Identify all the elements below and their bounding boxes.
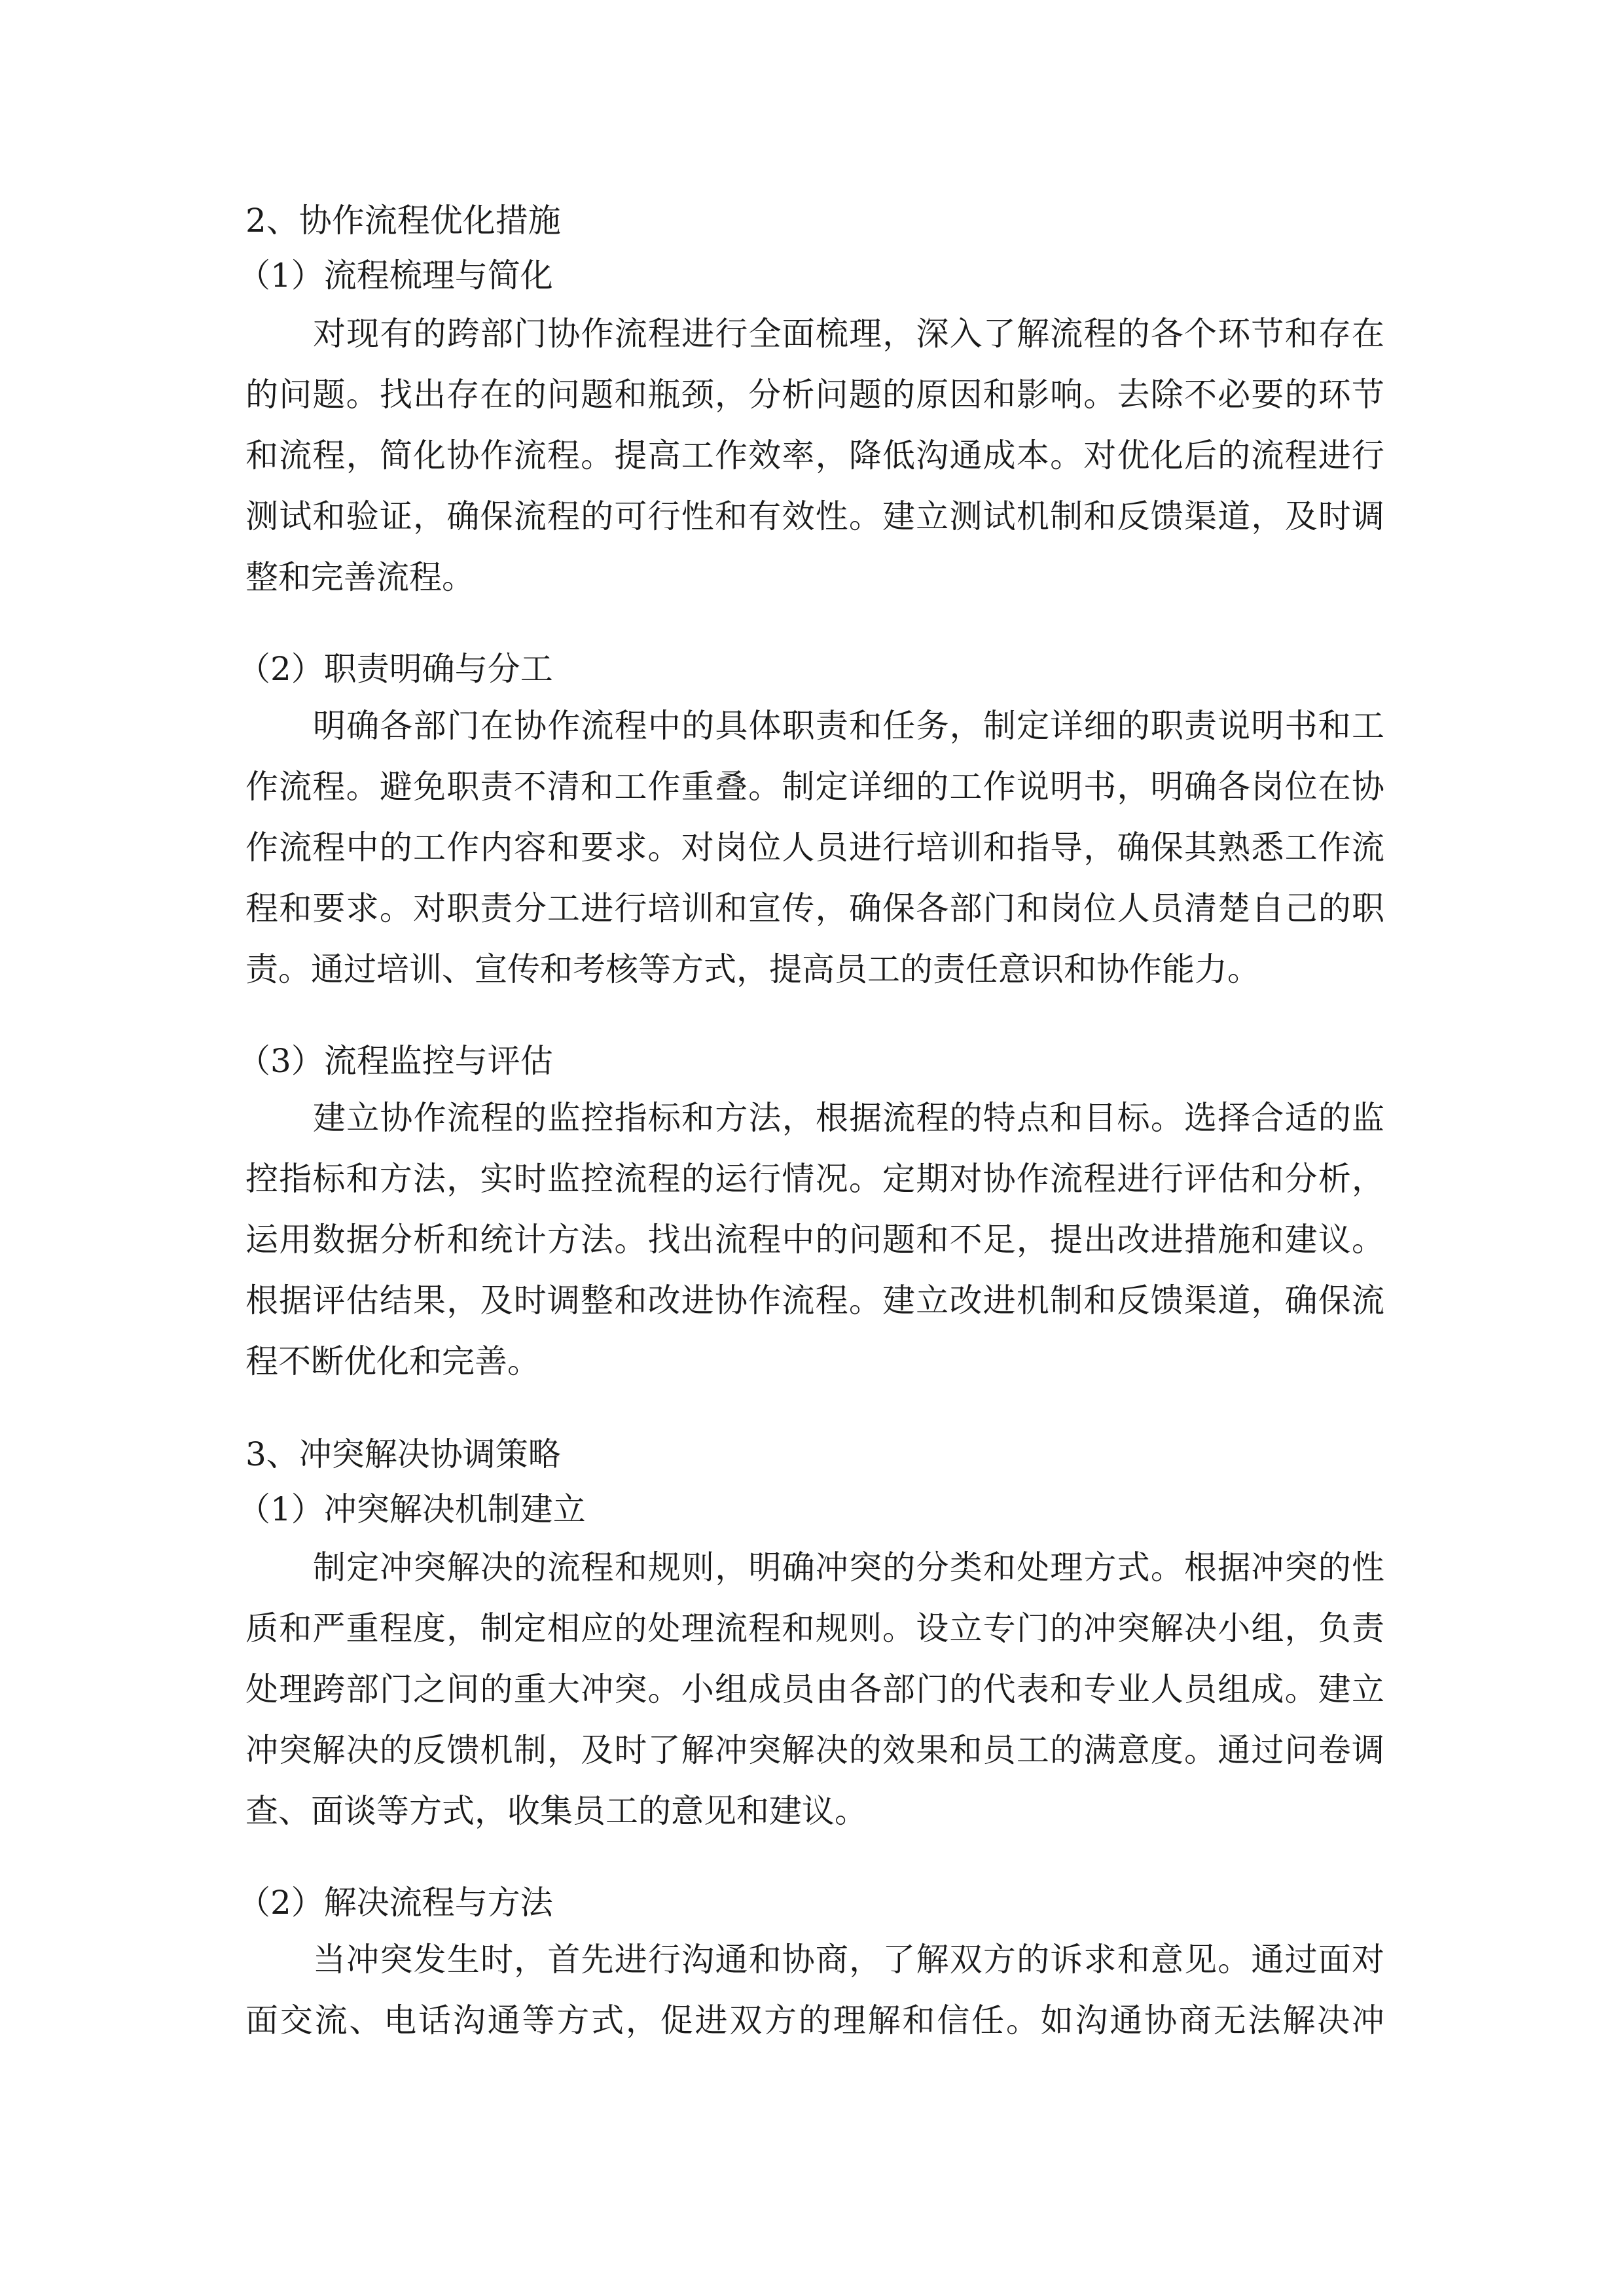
- paragraph-line: 责。通过培训、宣传和考核等方式，提高员工的责任意识和协作能力。: [245, 950, 1260, 988]
- paragraph-line: 和流程，简化协作流程。提高工作效率，降低沟通成本。对优化后的流程进行: [245, 437, 1384, 475]
- paragraph-line: 运用数据分析和统计方法。找出流程中的问题和不足，提出改进措施和建议。: [245, 1221, 1384, 1259]
- paragraph-line: 建立协作流程的监控指标和方法，根据流程的特点和目标。选择合适的监: [313, 1099, 1384, 1137]
- paragraph-line: 当冲突发生时，首先进行沟通和协商，了解双方的诉求和意见。通过面对: [313, 1941, 1384, 1979]
- subsection-heading-3-1: （1）冲突解决机制建立: [238, 1490, 586, 1528]
- paragraph-line: 制定冲突解决的流程和规则，明确冲突的分类和处理方式。根据冲突的性: [313, 1549, 1384, 1587]
- paragraph-line: 质和严重程度，制定相应的处理流程和规则。设立专门的冲突解决小组，负责: [245, 1609, 1384, 1647]
- paragraph-line: 程和要求。对职责分工进行培训和宣传，确保各部门和岗位人员清楚自己的职: [245, 889, 1384, 927]
- paragraph-line: 根据评估结果，及时调整和改进协作流程。建立改进机制和反馈渠道，确保流: [245, 1282, 1384, 1319]
- section-heading-2: 2、协作流程优化措施: [245, 202, 561, 240]
- paragraph-line: 作流程。避免职责不清和工作重叠。制定详细的工作说明书，明确各岗位在协: [245, 768, 1384, 806]
- paragraph-line: 冲突解决的反馈机制，及时了解冲突解决的效果和员工的满意度。通过问卷调: [245, 1731, 1384, 1769]
- paragraph-line: 面交流、电话沟通等方式，促进双方的理解和信任。如沟通协商无法解决冲: [245, 2001, 1384, 2039]
- subsection-heading-3-2: （2）解决流程与方法: [238, 1884, 553, 1922]
- section-heading-3: 3、冲突解决协调策略: [245, 1435, 561, 1473]
- paragraph-line: 的问题。找出存在的问题和瓶颈，分析问题的原因和影响。去除不必要的环节: [245, 376, 1384, 414]
- paragraph-line: 查、面谈等方式，收集员工的意见和建议。: [245, 1792, 867, 1830]
- subsection-heading-2-1: （1）流程梳理与简化: [238, 257, 553, 295]
- paragraph-line: 测试和验证，确保流程的可行性和有效性。建立测试机制和反馈渠道，及时调: [245, 497, 1384, 535]
- subsection-heading-2-3: （3）流程监控与评估: [238, 1042, 553, 1080]
- subsection-heading-2-2: （2）职责明确与分工: [238, 650, 553, 688]
- paragraph-line: 程不断优化和完善。: [245, 1342, 540, 1380]
- paragraph-line: 处理跨部门之间的重大冲突。小组成员由各部门的代表和专业人员组成。建立: [245, 1670, 1384, 1708]
- paragraph-line: 整和完善流程。: [245, 558, 475, 596]
- paragraph-line: 控指标和方法，实时监控流程的运行情况。定期对协作流程进行评估和分析，: [245, 1160, 1384, 1198]
- paragraph-line: 对现有的跨部门协作流程进行全面梳理，深入了解流程的各个环节和存在: [313, 315, 1384, 353]
- paragraph-line: 作流程中的工作内容和要求。对岗位人员进行培训和指导，确保其熟悉工作流: [245, 829, 1384, 867]
- paragraph-line: 明确各部门在协作流程中的具体职责和任务，制定详细的职责说明书和工: [313, 707, 1384, 745]
